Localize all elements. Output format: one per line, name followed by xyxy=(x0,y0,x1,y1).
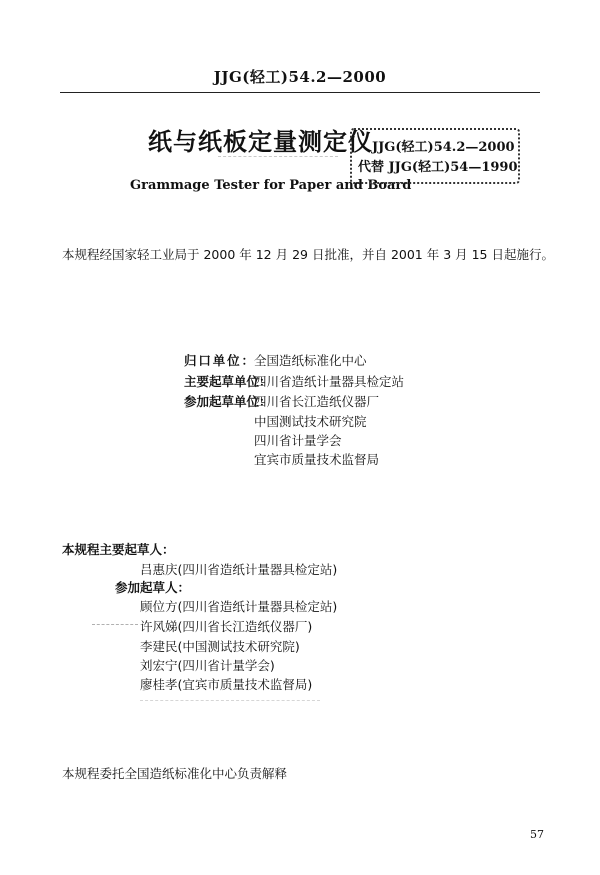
drafters-heading: 本规程主要起草人： xyxy=(62,542,175,557)
org-row-responsible xyxy=(184,351,367,369)
org-participating-item: 宜宾市质量技术监督局 xyxy=(254,452,380,467)
org-value-participating: 四川省长江造纸仪器厂 xyxy=(254,394,380,409)
title-chinese: 纸与纸板定量测定仪 xyxy=(148,128,373,156)
org-label-responsible: 归口单位： xyxy=(184,353,254,368)
participant-drafter: 许风娣(四川省长江造纸仪器厂) xyxy=(140,619,313,634)
org-label-participating: 参加起草单位： xyxy=(184,394,272,409)
participant-drafter: 廖桂孝(宜宾市质量技术监督局) xyxy=(140,677,313,692)
faint-dashed-line xyxy=(92,624,138,625)
org-row-participating xyxy=(184,392,379,410)
participant-drafter: 顾位方(四川省造纸计量器具检定站) xyxy=(140,599,338,614)
page-number: 57 xyxy=(530,828,544,841)
replacement-code: JJG(轻工)54.2—2000 xyxy=(372,140,515,155)
faint-dashed-line xyxy=(140,700,320,701)
org-participating-item: 四川省计量学会 xyxy=(254,433,342,448)
org-value-main-drafting: 四川省造纸计量器具检定站 xyxy=(254,374,405,389)
participant-drafter: 李建民(中国测试技术研究院) xyxy=(140,639,300,654)
header-standard-code: JJG(轻工)54.2—2000 xyxy=(213,68,387,86)
org-row-main-drafting xyxy=(184,372,404,390)
faint-dashed-line xyxy=(218,156,338,157)
org-participating-item: 中国测试技术研究院 xyxy=(254,414,367,429)
header-rule xyxy=(60,92,540,93)
org-value-responsible: 全国造纸标准化中心 xyxy=(254,353,367,368)
main-drafter: 吕惠庆(四川省造纸计量器具检定站) xyxy=(140,562,338,577)
org-label-main-drafting: 主要起草单位： xyxy=(184,374,272,389)
replaced-code: 代替 JJG(轻工)54—1990 xyxy=(358,160,518,175)
title-english: Grammage Tester for Paper and Board xyxy=(130,178,412,193)
participant-drafter: 刘宏宁(四川省计量学会) xyxy=(140,658,275,673)
participants-heading: 参加起草人： xyxy=(115,580,191,595)
footer-note: 本规程委托全国造纸标准化中心负责解释 xyxy=(62,766,288,781)
approval-statement: 本规程经国家轻工业局于 2000 年 12 月 29 日批准，并自 2001 年 3 月 15 日起施行。 xyxy=(62,247,554,262)
